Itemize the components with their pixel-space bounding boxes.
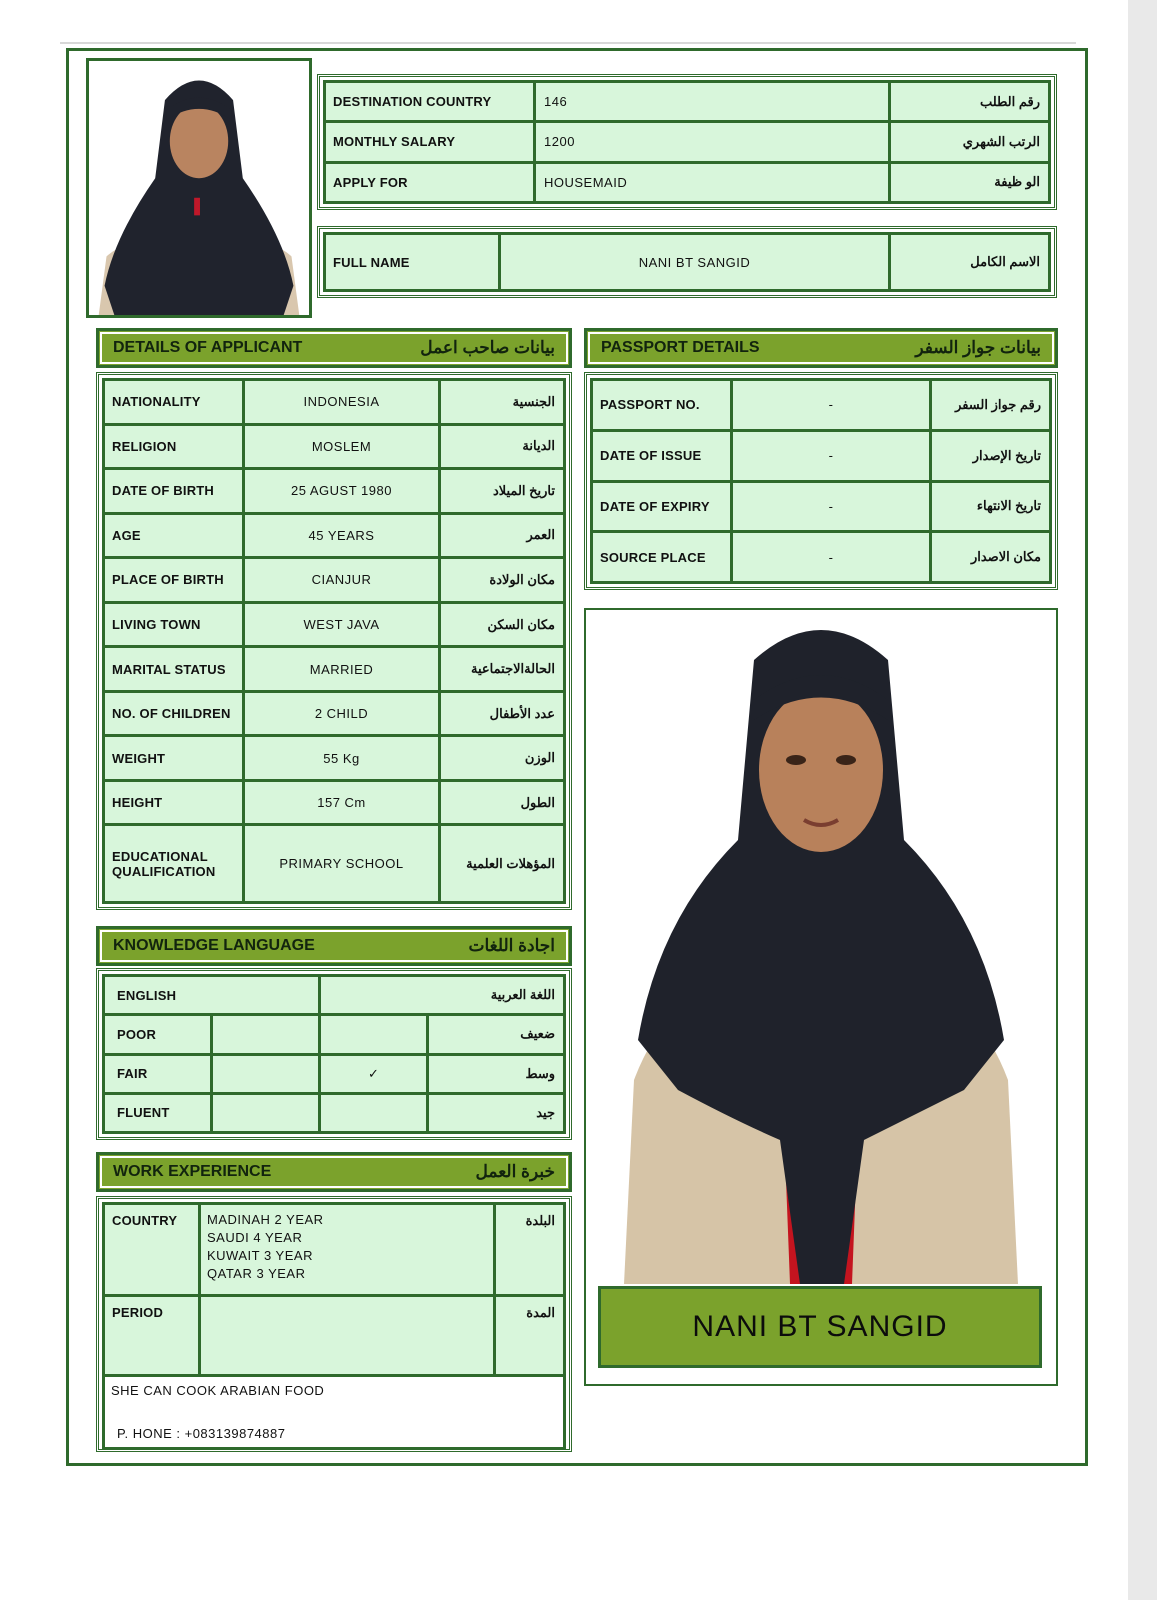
country-label: COUNTRY: [104, 1204, 200, 1296]
table-row: [104, 780, 565, 825]
table-row: [104, 380, 565, 425]
passport-details-banner: [584, 328, 1058, 368]
level-label: FAIR: [104, 1054, 212, 1093]
row-label-ar: عدد الأطفال: [440, 691, 565, 736]
language-rows: [104, 1015, 565, 1133]
row-label-ar: مكان الولادة: [440, 558, 565, 603]
phone-number: P. HONE : +083139874887: [117, 1426, 286, 1441]
apply-for-label: APPLY FOR: [325, 162, 535, 202]
level-label: POOR: [104, 1015, 212, 1054]
row-value: 157 Cm: [244, 780, 440, 825]
row-value: PRIMARY SCHOOL: [244, 825, 440, 903]
full-name-value: NANI BT SANGID: [500, 234, 890, 291]
passport-details-title-ar: بيانات جواز السفر: [915, 338, 1041, 357]
full-name-grid: [323, 232, 1051, 292]
passport-details-table: [584, 372, 1058, 590]
table-row: [592, 380, 1051, 431]
destination-country-label: DESTINATION COUNTRY: [325, 82, 535, 122]
row-value: MOSLEM: [244, 424, 440, 469]
arabic-level-cell: [320, 1054, 428, 1093]
row-value: CIANJUR: [244, 558, 440, 603]
english-level-cell: [212, 1054, 320, 1093]
row-label-ar: تاريخ الانتهاء: [931, 481, 1051, 532]
language-grid: [102, 974, 566, 1134]
row-label: EDUCATIONAL QUALIFICATION: [104, 825, 244, 903]
table-row: [104, 1054, 565, 1093]
period-value: [200, 1296, 495, 1376]
applicant-grid: [102, 378, 566, 904]
row-value: 45 YEARS: [244, 513, 440, 558]
applicant-photo-large: [604, 620, 1038, 1284]
table-row: [592, 481, 1051, 532]
country-entry: SAUDI 4 YEAR: [207, 1230, 303, 1245]
row-label: DATE OF BIRTH: [104, 469, 244, 514]
applicant-photo-small: [86, 58, 312, 318]
country-lines: [207, 1211, 487, 1283]
monthly-salary-value: 1200: [535, 122, 890, 162]
monthly-salary-label: MONTHLY SALARY: [325, 122, 535, 162]
table-row: [592, 430, 1051, 481]
row-label-ar: الطول: [440, 780, 565, 825]
row-label: LIVING TOWN: [104, 602, 244, 647]
row-label: WEIGHT: [104, 736, 244, 781]
row-value: 2 CHILD: [244, 691, 440, 736]
row-label-ar: الجنسية: [440, 380, 565, 425]
applicant-rows: [104, 380, 565, 903]
table-row: [104, 736, 565, 781]
table-row: [104, 424, 565, 469]
table-row: [104, 647, 565, 692]
table-row: [104, 1093, 565, 1132]
destination-country-label-ar: رقم الطلب: [890, 82, 1050, 122]
applicant-details-title-ar: بيانات صاحب اعمل: [420, 338, 555, 357]
row-label: RELIGION: [104, 424, 244, 469]
arabic-header: اللغة العربية: [320, 976, 565, 1015]
arabic-level-cell: [320, 1093, 428, 1132]
row-label: AGE: [104, 513, 244, 558]
work-experience-table: [96, 1196, 572, 1452]
row-label-ar: مكان الاصدار: [931, 532, 1051, 583]
row-value: -: [732, 430, 931, 481]
work-experience-title: WORK EXPERIENCE: [113, 1163, 272, 1180]
row-value: INDONESIA: [244, 380, 440, 425]
applicant-details-table: [96, 372, 572, 910]
cooking-note: SHE CAN COOK ARABIAN FOOD: [111, 1383, 325, 1398]
row-value: -: [732, 481, 931, 532]
row-label: PASSPORT NO.: [592, 380, 732, 431]
country-label-ar: البلدة: [495, 1204, 565, 1296]
row-value: 55 Kg: [244, 736, 440, 781]
row-label-ar: الوزن: [440, 736, 565, 781]
row-value: -: [732, 380, 931, 431]
check-mark-icon: ✓: [368, 1065, 379, 1081]
apply-for-value: HOUSEMAID: [535, 162, 890, 202]
monthly-salary-label-ar: الرتب الشهري: [890, 122, 1050, 162]
page-top-edge: [60, 42, 1076, 44]
table-row: [104, 1204, 565, 1296]
row-value: 25 AGUST 1980: [244, 469, 440, 514]
header-grid: [323, 80, 1051, 204]
passport-details-title: PASSPORT DETAILS: [601, 339, 760, 356]
row-label: SOURCE PLACE: [592, 532, 732, 583]
apply-for-label-ar: الو ظيفة: [890, 162, 1050, 202]
knowledge-language-banner: [96, 926, 572, 966]
row-label: HEIGHT: [104, 780, 244, 825]
country-entry: MADINAH 2 YEAR: [207, 1212, 324, 1227]
applicant-details-title: DETAILS OF APPLICANT: [113, 339, 303, 356]
row-value: -: [732, 532, 931, 583]
country-entry: KUWAIT 3 YEAR: [207, 1248, 313, 1263]
destination-country-value: 146: [535, 82, 890, 122]
passport-grid: [590, 378, 1052, 584]
knowledge-language-table: [96, 968, 572, 1140]
table-row: [104, 1376, 565, 1449]
english-header: ENGLISH: [104, 976, 320, 1015]
table-row: [104, 513, 565, 558]
experience-grid: [102, 1202, 566, 1450]
english-level-cell: [212, 1015, 320, 1054]
row-label: MARITAL STATUS: [104, 647, 244, 692]
table-row: [104, 976, 565, 1015]
work-experience-title-ar: خبرة العمل: [475, 1162, 555, 1181]
arabic-level-cell: [320, 1015, 428, 1054]
passport-rows: [592, 380, 1051, 583]
period-label: PERIOD: [104, 1296, 200, 1376]
table-row: [104, 558, 565, 603]
full-name-label: FULL NAME: [325, 234, 500, 291]
row-label-ar: العمر: [440, 513, 565, 558]
full-name-table: [317, 226, 1057, 298]
table-row: [325, 234, 1050, 291]
row-label: DATE OF ISSUE: [592, 430, 732, 481]
row-label-ar: الديانة: [440, 424, 565, 469]
level-label-ar: وسط: [428, 1054, 565, 1093]
row-value: MARRIED: [244, 647, 440, 692]
row-label: DATE OF EXPIRY: [592, 481, 732, 532]
row-label-ar: المؤهلات العلمية: [440, 825, 565, 903]
header-info-table: [317, 74, 1057, 210]
table-row: [325, 162, 1050, 202]
table-row: [104, 1015, 565, 1054]
page-right-edge: [1128, 0, 1157, 1600]
full-name-label-ar: الاسم الكامل: [890, 234, 1050, 291]
row-label-ar: مكان السكن: [440, 602, 565, 647]
table-row: [104, 602, 565, 647]
work-experience-banner: [96, 1152, 572, 1192]
applicant-details-banner: [96, 328, 572, 368]
applicant-name-banner: NANI BT SANGID: [598, 1286, 1042, 1368]
table-row: [325, 122, 1050, 162]
english-level-cell: [212, 1093, 320, 1132]
row-label-ar: الحالةالاجتماعية: [440, 647, 565, 692]
table-row: [104, 825, 565, 903]
level-label-ar: ضعيف: [428, 1015, 565, 1054]
country-entry: QATAR 3 YEAR: [207, 1266, 306, 1281]
country-list: [200, 1204, 495, 1296]
table-row: [592, 532, 1051, 583]
period-label-ar: المدة: [495, 1296, 565, 1376]
row-label: NO. OF CHILDREN: [104, 691, 244, 736]
notes-cell: [104, 1376, 565, 1449]
row-label-ar: تاريخ الميلاد: [440, 469, 565, 514]
row-value: WEST JAVA: [244, 602, 440, 647]
knowledge-language-title: KNOWLEDGE LANGUAGE: [113, 937, 315, 954]
row-label-ar: تاريخ الإصدار: [931, 430, 1051, 481]
table-row: [104, 691, 565, 736]
table-row: [325, 82, 1050, 122]
table-row: [104, 1296, 565, 1376]
row-label-ar: رقم جواز السفر: [931, 380, 1051, 431]
level-label-ar: جيد: [428, 1093, 565, 1132]
row-label: NATIONALITY: [104, 380, 244, 425]
table-row: [104, 469, 565, 514]
knowledge-language-title-ar: اجادة اللغات: [468, 936, 555, 955]
level-label: FLUENT: [104, 1093, 212, 1132]
row-label: PLACE OF BIRTH: [104, 558, 244, 603]
